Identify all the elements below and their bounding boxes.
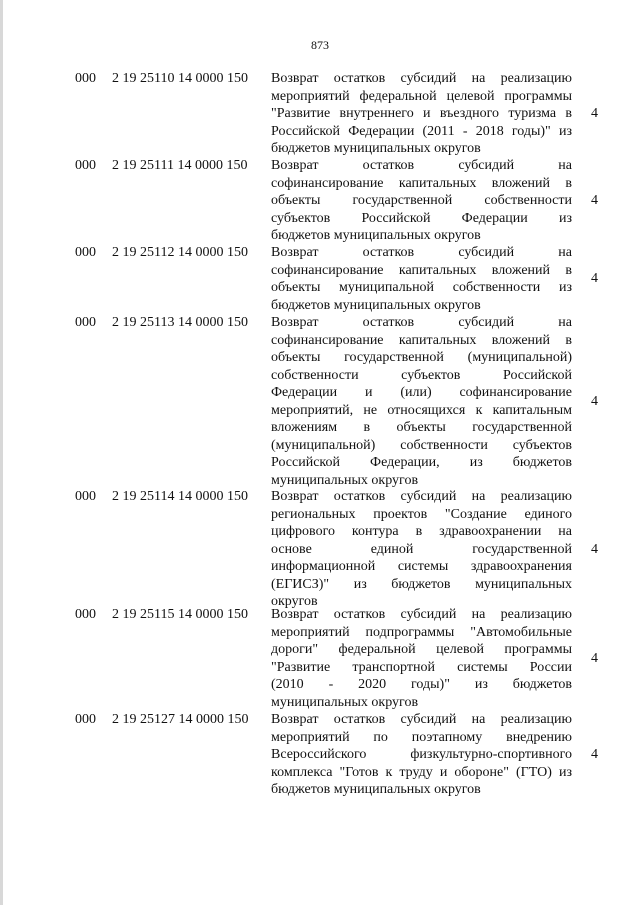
description-line: региональных проектов "Создание единого xyxy=(271,506,572,522)
admin-code: 000 xyxy=(75,607,96,622)
revenue-description xyxy=(271,488,572,611)
budget-classification-code: 2 19 25110 14 0000 150 xyxy=(112,71,248,86)
budget-classification-code: 2 19 25111 14 0000 150 xyxy=(112,158,248,173)
revenue-description xyxy=(271,606,572,711)
amount-value: 4 xyxy=(591,393,598,409)
description-line: округов xyxy=(271,594,318,609)
description-line: мероприятий подпрограммы "Автомобильные xyxy=(271,624,572,640)
amount-value: 4 xyxy=(591,747,598,762)
amount-value: 4 xyxy=(591,650,598,666)
description-line: (ЕГИСЗ)" из бюджетов муниципальных xyxy=(271,576,572,592)
description-line: бюджетов муниципальных округов xyxy=(271,297,481,313)
amount-value: 4 xyxy=(591,541,598,557)
revenue-description xyxy=(271,244,572,314)
description-line: Возврат остатков субсидий на реализацию xyxy=(271,71,572,86)
description-line: объекты государственной (муниципальной) xyxy=(271,350,572,365)
revenue-description xyxy=(271,157,572,245)
amount-value: 4 xyxy=(591,271,598,287)
description-line: софинансирование капитальных вложений в xyxy=(271,332,572,348)
description-line: Российской Федерации, из бюджетов xyxy=(271,455,572,470)
description-line: объекты государственной собственности xyxy=(271,193,572,208)
description-line: софинансирование капитальных вложений в xyxy=(271,262,572,278)
admin-code: 000 xyxy=(75,158,96,173)
page-number: 873 xyxy=(311,38,329,52)
description-line: объекты муниципальной собственности из xyxy=(271,280,572,295)
description-line: Возврат остатков субсидий на xyxy=(271,245,572,260)
description-line: вложениям в объекты государственной xyxy=(271,420,572,435)
description-line: дороги" федеральной целевой программы xyxy=(271,642,572,657)
revenue-description xyxy=(271,70,572,158)
budget-classification-code: 2 19 25114 14 0000 150 xyxy=(112,489,248,504)
description-line: цифрового контура в здравоохранении на xyxy=(271,524,572,539)
description-line: Всероссийского физкультурно-спортивного xyxy=(271,747,572,762)
admin-code: 000 xyxy=(75,245,96,260)
amount-value: 4 xyxy=(591,106,598,121)
description-line: бюджетов муниципальных округов xyxy=(271,782,481,797)
description-line: бюджетов муниципальных округов xyxy=(271,141,481,156)
description-line: Возврат остатков субсидий на xyxy=(271,158,572,173)
description-line: (2010 - 2020 годы)" из бюджетов xyxy=(271,677,572,692)
description-line: (муниципальной) собственности субъектов xyxy=(271,437,572,453)
description-line: мероприятий федеральной целевой программы xyxy=(271,88,572,104)
description-line: комплекса "Готов к труду и обороне" (ГТО) из xyxy=(271,764,572,780)
description-line: муниципальных округов xyxy=(271,472,419,488)
admin-code: 000 xyxy=(75,315,96,330)
revenue-description xyxy=(271,314,572,489)
description-line: субъектов Российской Федерации из xyxy=(271,210,572,226)
description-line: собственности субъектов Российской xyxy=(271,367,572,383)
amount-value: 4 xyxy=(591,193,598,208)
description-line: информационной системы здравоохранения xyxy=(271,559,572,574)
description-line: муниципальных округов xyxy=(271,694,419,710)
description-line: "Развитие внутреннего и въездного туризма в xyxy=(271,106,572,121)
revenue-description xyxy=(271,711,572,799)
description-line: софинансирование капитальных вложений в xyxy=(271,175,572,191)
admin-code: 000 xyxy=(75,489,96,504)
scan-edge-shadow xyxy=(0,0,3,905)
description-line: мероприятий, не относящихся к капитальным xyxy=(271,402,572,418)
description-line: основе единой государственной xyxy=(271,541,572,557)
description-line: Возврат остатков субсидий на реализацию xyxy=(271,712,572,727)
description-line: Возврат остатков субсидий на реализацию xyxy=(271,607,572,622)
admin-code: 000 xyxy=(75,71,96,86)
description-line: "Развитие транспортной системы России xyxy=(271,659,572,675)
description-line: бюджетов муниципальных округов xyxy=(271,228,481,243)
description-line: Федерации и (или) софинансирование xyxy=(271,385,572,400)
budget-classification-code: 2 19 25112 14 0000 150 xyxy=(112,245,248,260)
description-line: Возврат остатков субсидий на реализацию xyxy=(271,489,572,504)
budget-classification-code: 2 19 25127 14 0000 150 xyxy=(112,712,249,727)
admin-code: 000 xyxy=(75,712,96,727)
description-line: мероприятий по поэтапному внедрению xyxy=(271,729,572,745)
description-line: Возврат остатков субсидий на xyxy=(271,315,572,330)
description-line: Российской Федерации (2011 - 2018 годы)" из xyxy=(271,123,572,139)
budget-classification-code: 2 19 25115 14 0000 150 xyxy=(112,607,248,622)
budget-classification-code: 2 19 25113 14 0000 150 xyxy=(112,315,248,330)
